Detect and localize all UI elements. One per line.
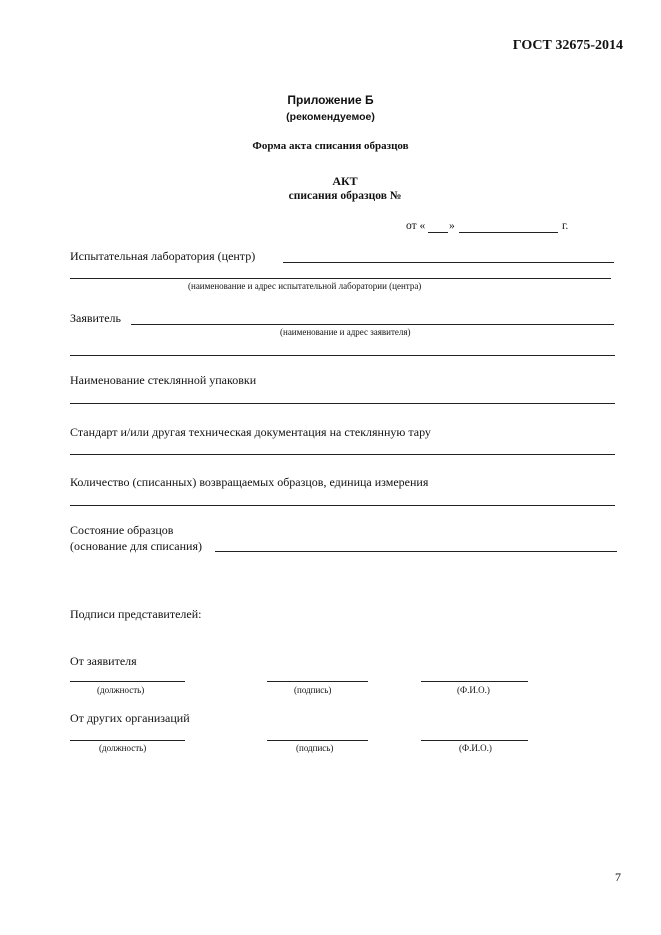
from-applicant-label: От заявителя — [70, 654, 137, 668]
applicant-name-caption: (Ф.И.О.) — [457, 685, 490, 695]
others-position-line[interactable] — [70, 740, 185, 741]
applicant-signature-caption: (подпись) — [294, 685, 332, 695]
applicant-signature-line[interactable] — [267, 681, 368, 682]
applicant-line-2[interactable] — [70, 355, 615, 356]
applicant-label: Заявитель — [70, 311, 121, 325]
from-others-label: От других организаций — [70, 711, 190, 725]
document-number: ГОСТ 32675-2014 — [512, 38, 623, 53]
quantity-line[interactable] — [70, 505, 615, 506]
form-title: Форма акта списания образцов — [252, 140, 409, 152]
others-position-caption: (должность) — [99, 743, 147, 753]
act-subtitle: списания образцов № — [288, 190, 402, 202]
date-month-line[interactable] — [459, 232, 558, 233]
lab-line-2[interactable] — [70, 278, 611, 279]
quantity-label: Количество (списанных) возвращаемых образцов, единица измерения — [70, 475, 429, 489]
applicant-line-1[interactable] — [131, 324, 614, 325]
lab-line-1[interactable] — [283, 262, 614, 263]
lab-caption: (наименование и адрес испытательной лаборатории (центра) — [188, 281, 422, 291]
date-prefix: от « — [406, 220, 426, 232]
others-signature-line[interactable] — [267, 740, 368, 741]
appendix-title: Приложение Б — [287, 93, 374, 107]
applicant-caption: (наименование и адрес заявителя) — [280, 327, 411, 337]
standard-line[interactable] — [70, 454, 615, 455]
act-title: АКТ — [332, 174, 358, 188]
others-name-caption: (Ф.И.О.) — [459, 743, 492, 753]
condition-label-2: (основание для списания) — [70, 539, 202, 553]
date-day-line[interactable] — [428, 232, 448, 233]
standard-label: Стандарт и/или другая техническая документация на стеклянную тару — [70, 425, 431, 439]
lab-label: Испытательная лаборатория (центр) — [70, 249, 256, 263]
packaging-line[interactable] — [70, 403, 615, 404]
page-number: 7 — [615, 870, 621, 884]
signatures-heading: Подписи представителей: — [70, 607, 202, 621]
date-mid: » — [449, 220, 455, 232]
date-suffix: г. — [562, 220, 569, 232]
applicant-position-line[interactable] — [70, 681, 185, 682]
others-signature-caption: (подпись) — [296, 743, 334, 753]
packaging-label: Наименование стеклянной упаковки — [70, 373, 257, 387]
applicant-name-line[interactable] — [421, 681, 528, 682]
applicant-position-caption: (должность) — [97, 685, 145, 695]
condition-label-1: Состояние образцов — [70, 523, 174, 537]
others-name-line[interactable] — [421, 740, 528, 741]
appendix-status: (рекомендуемое) — [286, 111, 375, 123]
condition-line[interactable] — [215, 551, 617, 552]
